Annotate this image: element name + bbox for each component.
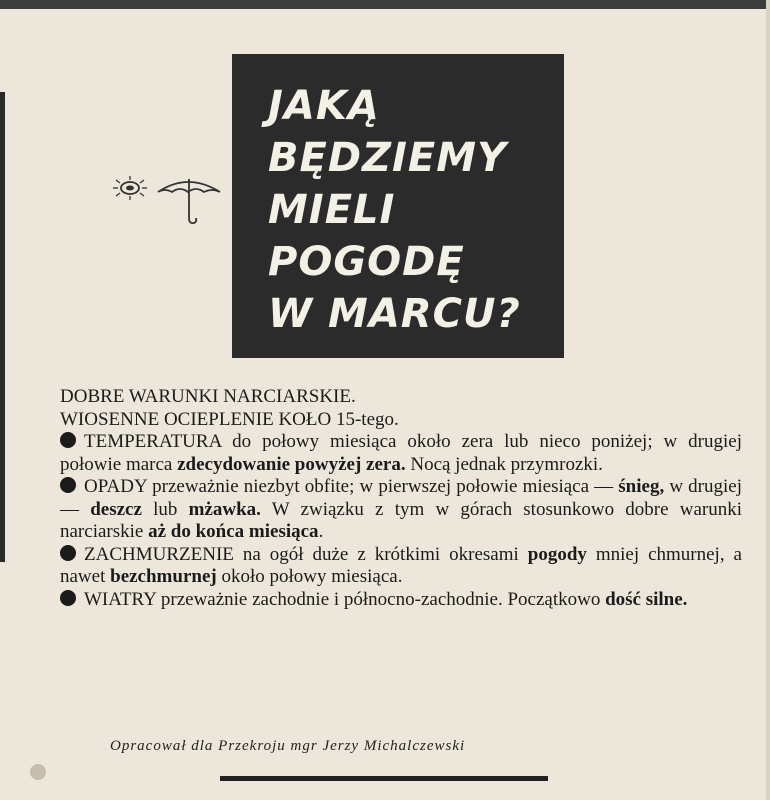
sun-icon	[113, 176, 147, 200]
title-line: JAKĄ	[268, 83, 380, 129]
weather-icons	[108, 168, 228, 228]
article-body	[60, 386, 742, 611]
headline-1: DOBRE WARUNKI NARCIARSKIE.	[60, 386, 356, 407]
page-edge	[766, 0, 770, 800]
left-column-rule	[0, 92, 5, 562]
title-line: MIELI	[268, 187, 396, 233]
cloudiness-paragraph: ZACHMURZENIE na ogół duże z krótkimi okresami pogody mniej chmurnej, a nawet bezchmurnej około połowy miesiąca.	[60, 543, 742, 587]
page-title	[268, 80, 521, 340]
title-line: POGODĘ	[268, 239, 465, 285]
byline: Opracował dla Przekroju mgr Jerzy Michalczewski	[110, 738, 466, 754]
temperature-paragraph: TEMPERATURA do połowy miesiąca około zera lub nieco poniżej; w drugiej połowie marca zdecydowanie powyżej zera. Nocą jednak przymrozki.	[60, 431, 742, 475]
bullet-icon	[60, 545, 76, 561]
bullet-icon	[60, 477, 76, 493]
bullet-icon	[60, 590, 76, 606]
precipitation-label: OPADY	[84, 476, 148, 497]
bottom-rule	[220, 776, 548, 781]
precipitation-paragraph: OPADY przeważnie niezbyt obfite; w pierwszej połowie miesiąca — śnieg, w drugiej — deszcz lub mżawka. W związku z tym w górach stosunkowo dobre warunki narciarskie aż do końca miesiąca.	[60, 476, 742, 542]
headline-2: WIOSENNE OCIEPLENIE KOŁO 15-tego.	[60, 408, 399, 430]
top-border	[0, 0, 770, 9]
winds-label: WIATRY	[84, 588, 157, 610]
umbrella-icon	[158, 179, 220, 223]
ink-stain	[30, 764, 46, 780]
title-box	[232, 54, 564, 358]
temperature-label: TEMPERATURA	[84, 431, 222, 452]
title-line: W MARCU?	[268, 291, 521, 337]
winds-paragraph: WIATRY przeważnie zachodnie i północno-zachodnie. Początkowo dość silne.	[60, 589, 742, 612]
bullet-icon	[60, 432, 76, 448]
cloudiness-label: ZACHMURZENIE	[84, 543, 234, 565]
title-line: BĘDZIEMY	[268, 135, 507, 181]
